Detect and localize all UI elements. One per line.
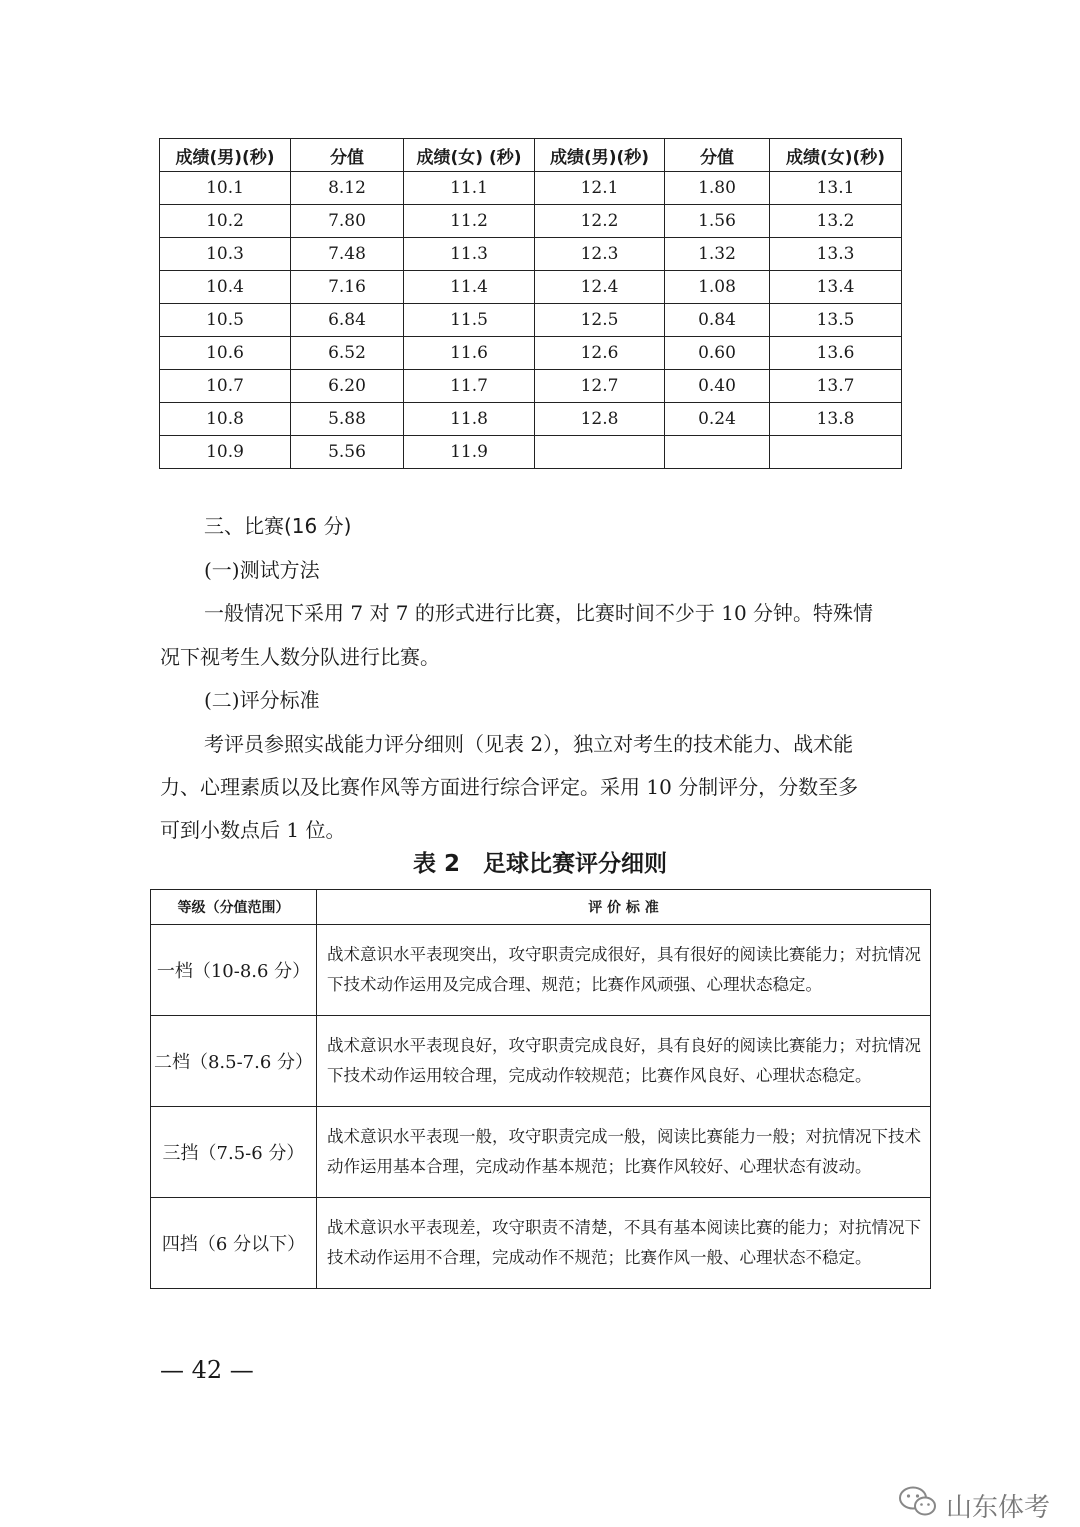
method-paragraph-line: 况下视考生人数分队进行比赛。	[160, 645, 440, 669]
table-cell: 5.56	[291, 436, 404, 469]
table-row	[160, 238, 902, 271]
table-cell: 11.9	[404, 436, 535, 469]
table-cell: 13.3	[770, 238, 902, 271]
table-row	[160, 205, 902, 238]
level-cell: 一档（10-8.6 分）	[151, 925, 317, 1016]
table-cell: 10.6	[160, 337, 291, 370]
table-row	[160, 271, 902, 304]
table-row	[160, 370, 902, 403]
table-cell: 12.5	[535, 304, 665, 337]
table-cell: 6.52	[291, 337, 404, 370]
table-cell: 7.48	[291, 238, 404, 271]
header-score: 分值	[291, 139, 404, 172]
level-cell: 四挡（6 分以下）	[151, 1198, 317, 1289]
table-cell: 11.4	[404, 271, 535, 304]
criteria-row	[151, 1016, 931, 1107]
table-cell: 12.2	[535, 205, 665, 238]
table-cell: 11.3	[404, 238, 535, 271]
table-cell: 11.8	[404, 403, 535, 436]
table-cell	[665, 436, 770, 469]
table-cell	[770, 436, 902, 469]
table-cell: 12.7	[535, 370, 665, 403]
table-cell: 12.4	[535, 271, 665, 304]
table-cell: 7.16	[291, 271, 404, 304]
table-cell: 13.2	[770, 205, 902, 238]
table-row	[160, 337, 902, 370]
wechat-icon	[898, 1485, 946, 1526]
table-cell: 0.40	[665, 370, 770, 403]
table-row	[160, 436, 902, 469]
table-cell: 1.80	[665, 172, 770, 205]
criteria-row	[151, 925, 931, 1016]
table-cell: 12.8	[535, 403, 665, 436]
table-cell: 0.60	[665, 337, 770, 370]
header-criteria: 评 价 标 准	[317, 890, 931, 925]
table-cell: 10.3	[160, 238, 291, 271]
table-cell: 6.84	[291, 304, 404, 337]
table-cell: 7.80	[291, 205, 404, 238]
table-row	[160, 403, 902, 436]
table-cell: 12.6	[535, 337, 665, 370]
standard-paragraph-line: 力、心理素质以及比赛作风等方面进行综合评定。采用 10 分制评分，分数至多	[160, 775, 859, 799]
table-cell	[535, 436, 665, 469]
criteria-table	[150, 889, 931, 1289]
table-cell: 1.08	[665, 271, 770, 304]
watermark	[898, 1485, 1050, 1526]
table-cell: 13.8	[770, 403, 902, 436]
table-cell: 11.7	[404, 370, 535, 403]
table-cell: 13.7	[770, 370, 902, 403]
table-cell: 11.6	[404, 337, 535, 370]
table-cell: 12.3	[535, 238, 665, 271]
header-level: 等级（分值范围）	[151, 890, 317, 925]
table-row	[160, 172, 902, 205]
table-cell: 10.2	[160, 205, 291, 238]
header-male-time: 成绩(男)(秒)	[535, 139, 665, 172]
standard-title: (二)评分标准	[204, 688, 320, 712]
standard-paragraph-line: 可到小数点后 1 位。	[160, 818, 346, 842]
level-cell: 二档（8.5-7.6 分）	[151, 1016, 317, 1107]
header-female-time: 成绩(女)(秒)	[770, 139, 902, 172]
table-cell: 11.2	[404, 205, 535, 238]
table-cell: 0.24	[665, 403, 770, 436]
header-female-time: 成绩(女) (秒)	[404, 139, 535, 172]
score-table-header-row	[160, 139, 902, 172]
method-title: (一)测试方法	[204, 558, 320, 582]
table-cell: 1.56	[665, 205, 770, 238]
table-cell: 8.12	[291, 172, 404, 205]
table-cell: 5.88	[291, 403, 404, 436]
method-paragraph-line: 一般情况下采用 7 对 7 的形式进行比赛，比赛时间不少于 10 分钟。特殊情	[204, 601, 874, 625]
header-score: 分值	[665, 139, 770, 172]
table-cell: 6.20	[291, 370, 404, 403]
criteria-cell: 战术意识水平表现差，攻守职责不清楚，不具有基本阅读比赛的能力；对抗情况下技术动作运用不合理，完成动作不规范；比赛作风一般、心理状态不稳定。	[317, 1198, 931, 1289]
table-cell: 10.5	[160, 304, 291, 337]
criteria-cell: 战术意识水平表现一般，攻守职责完成一般，阅读比赛能力一般；对抗情况下技术动作运用基本合理，完成动作基本规范；比赛作风较好、心理状态有波动。	[317, 1107, 931, 1198]
watermark-text: 山东体考	[946, 1493, 1051, 1523]
score-table-body	[160, 172, 902, 469]
table-cell: 10.8	[160, 403, 291, 436]
header-male-time: 成绩(男)(秒)	[160, 139, 291, 172]
criteria-row	[151, 1107, 931, 1198]
table-cell: 13.1	[770, 172, 902, 205]
standard-paragraph-line: 考评员参照实战能力评分细则（见表 2），独立对考生的技术能力、战术能	[204, 732, 854, 756]
table-cell: 10.7	[160, 370, 291, 403]
table-cell: 1.32	[665, 238, 770, 271]
table-cell: 10.4	[160, 271, 291, 304]
criteria-header-row	[151, 890, 931, 925]
level-cell: 三挡（7.5-6 分）	[151, 1107, 317, 1198]
criteria-row	[151, 1198, 931, 1289]
page-number: — 42 —	[160, 1356, 254, 1384]
criteria-cell: 战术意识水平表现良好，攻守职责完成良好，具有良好的阅读比赛能力；对抗情况下技术动作运用较合理，完成动作较规范；比赛作风良好、心理状态稳定。	[317, 1016, 931, 1107]
table-cell: 13.4	[770, 271, 902, 304]
table-cell: 10.1	[160, 172, 291, 205]
table-cell: 13.6	[770, 337, 902, 370]
table-cell: 0.84	[665, 304, 770, 337]
table-cell: 12.1	[535, 172, 665, 205]
table-cell: 11.5	[404, 304, 535, 337]
score-table	[159, 138, 902, 469]
table-cell: 13.5	[770, 304, 902, 337]
table-row	[160, 304, 902, 337]
table-cell: 11.1	[404, 172, 535, 205]
table-caption: 表 2 足球比赛评分细则	[412, 851, 667, 877]
table-cell: 10.9	[160, 436, 291, 469]
criteria-cell: 战术意识水平表现突出，攻守职责完成很好，具有很好的阅读比赛能力；对抗情况下技术动作运用及完成合理、规范；比赛作风顽强、心理状态稳定。	[317, 925, 931, 1016]
section-heading: 三、比赛(16 分)	[204, 514, 352, 538]
